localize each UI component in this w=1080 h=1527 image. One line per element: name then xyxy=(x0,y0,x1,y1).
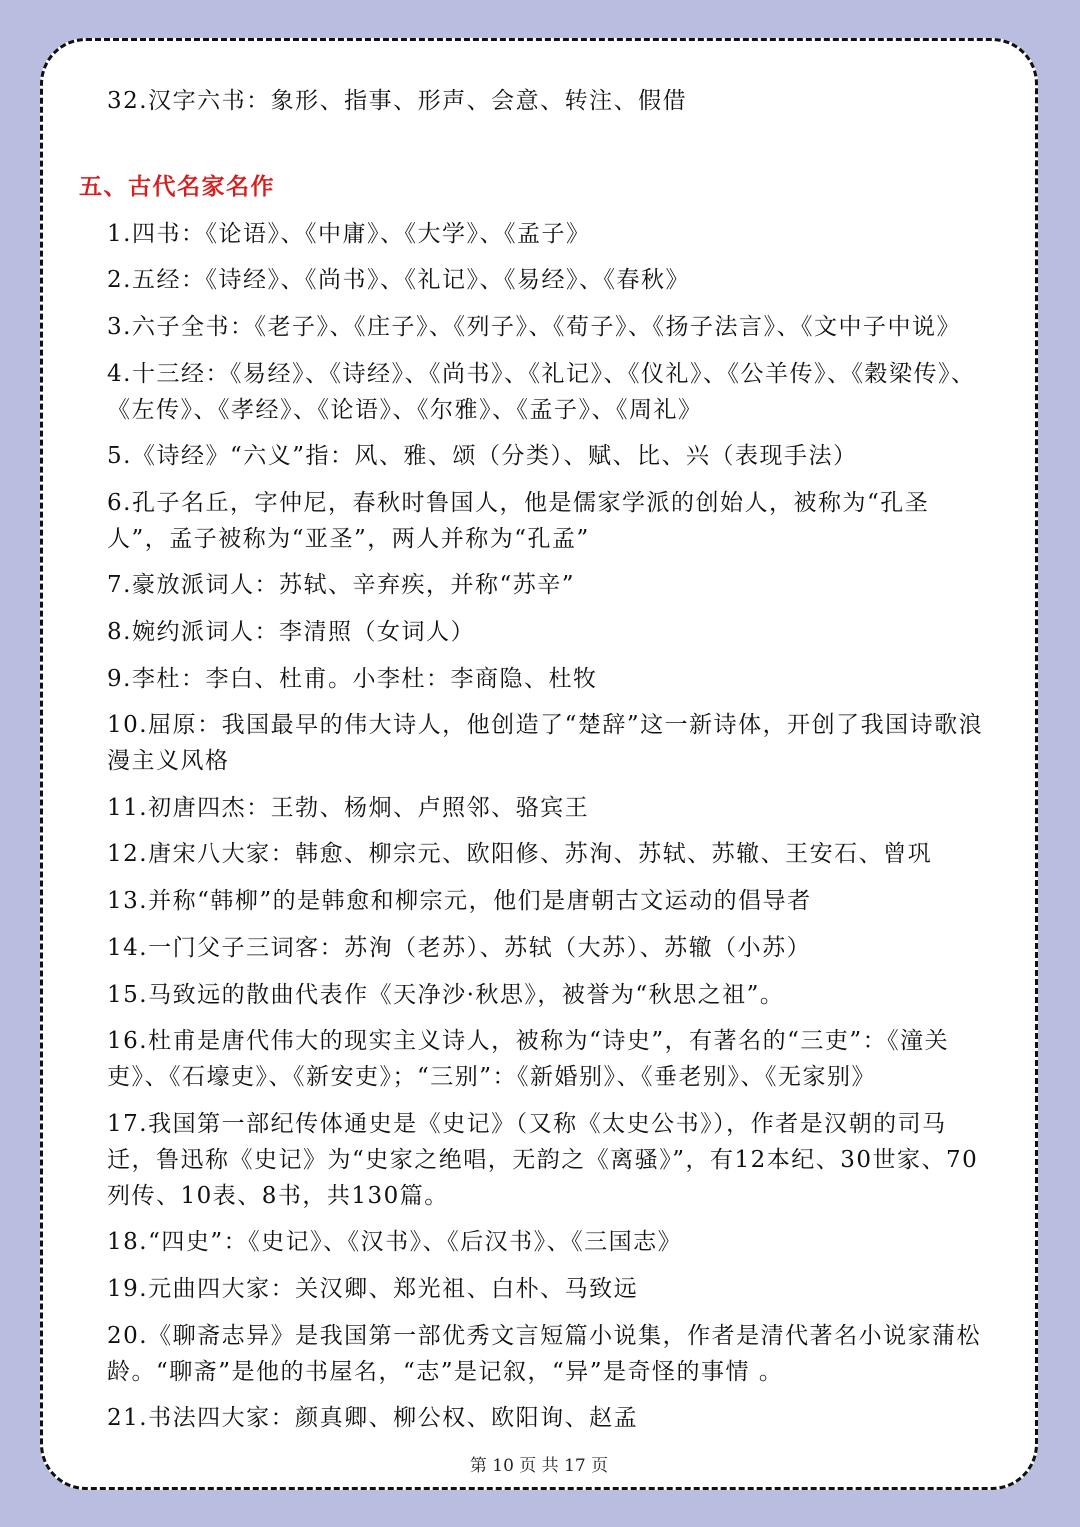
item-3: 3.六子全书：《老子》、《庄子》、《列子》、《荀子》、《扬子法言》、《文中子中说》 xyxy=(107,314,961,340)
item-7: 7.豪放派词人：苏轼、辛弃疾，并称“苏辛” xyxy=(107,572,575,598)
item-13: 13.并称“韩柳”的是韩愈和柳宗元，他们是唐朝古文运动的倡导者 xyxy=(107,888,812,914)
item-9: 9.李杜：李白、杜甫。小李杜：李商隐、杜牧 xyxy=(107,666,598,692)
item-19: 19.元曲四大家：关汉卿、郑光祖、白朴、马致远 xyxy=(107,1276,639,1302)
section-heading: 五、古代名家名作 xyxy=(79,174,275,200)
item-15: 15.马致远的散曲代表作《天净沙·秋思》，被誉为“秋思之祖”。 xyxy=(107,982,785,1008)
item-16: 16.杜甫是唐代伟大的现实主义诗人，被称为“诗史”，有著名的“三吏”：《潼关吏》、《石壕吏》、《新安吏》；“三别”：《新婚别》、《垂老别》、《无家别》 xyxy=(107,1028,950,1090)
item-32: 32.汉字六书：象形、指事、形声、会意、转注、假借 xyxy=(107,88,688,114)
item-18: 18.“四史”：《史记》、《汉书》、《后汉书》、《三国志》 xyxy=(107,1229,683,1255)
item-14: 14.一门父子三词客：苏洵（老苏）、苏轼（大苏）、苏辙（小苏） xyxy=(107,935,812,961)
item-17: 17.我国第一部纪传体通史是《史记》（又称《太史公书》），作者是汉朝的司马迁，鲁迅称《史记》为“史家之绝唱，无韵之《离骚》”，有12本纪、30世家、70列传、10表、8书，共130篇。 xyxy=(107,1111,979,1209)
item-2: 2.五经：《诗经》、《尚书》、《礼记》、《易经》、《春秋》 xyxy=(107,267,690,293)
item-1: 1.四书：《论语》、《中庸》、《大学》、《孟子》 xyxy=(107,221,591,247)
item-8: 8.婉约派词人：李清照（女词人） xyxy=(107,619,475,645)
item-20: 20.《聊斋志异》是我国第一部优秀文言短篇小说集，作者是清代著名小说家蒲松龄。“聊斋”是他的书屋名，“志”是记叙，“异”是奇怪的事情 。 xyxy=(107,1323,982,1385)
item-11: 11.初唐四杰：王勃、杨炯、卢照邻、骆宾王 xyxy=(107,795,590,821)
item-12: 12.唐宋八大家：韩愈、柳宗元、欧阳修、苏洵、苏轼、苏辙、王安石、曾巩 xyxy=(107,841,933,867)
item-5: 5.《诗经》“六义”指：风、雅、颂（分类）、赋、比、兴（表现手法） xyxy=(107,443,858,469)
item-6: 6.孔子名丘，字仲尼，春秋时鲁国人，他是儒家学派的创始人，被称为“孔圣人”，孟子被称为“亚圣”，两人并称为“孔孟” xyxy=(107,490,930,552)
document-page xyxy=(40,38,1038,1490)
item-10: 10.屈原：我国最早的伟大诗人，他创造了“楚辞”这一新诗体，开创了我国诗歌浪漫主义风格 xyxy=(107,712,984,774)
item-4: 4.十三经：《易经》、《诗经》、《尚书》、《礼记》、《仪礼》、《公羊传》、《穀梁传》、《左传》、《孝经》、《论语》、《尔雅》、《孟子》、《周礼》 xyxy=(107,361,976,423)
item-21: 21.书法四大家：颜真卿、柳公权、欧阳询、赵孟 xyxy=(107,1405,639,1431)
page-footer: 第 10 页 共 17 页 xyxy=(469,1456,609,1476)
